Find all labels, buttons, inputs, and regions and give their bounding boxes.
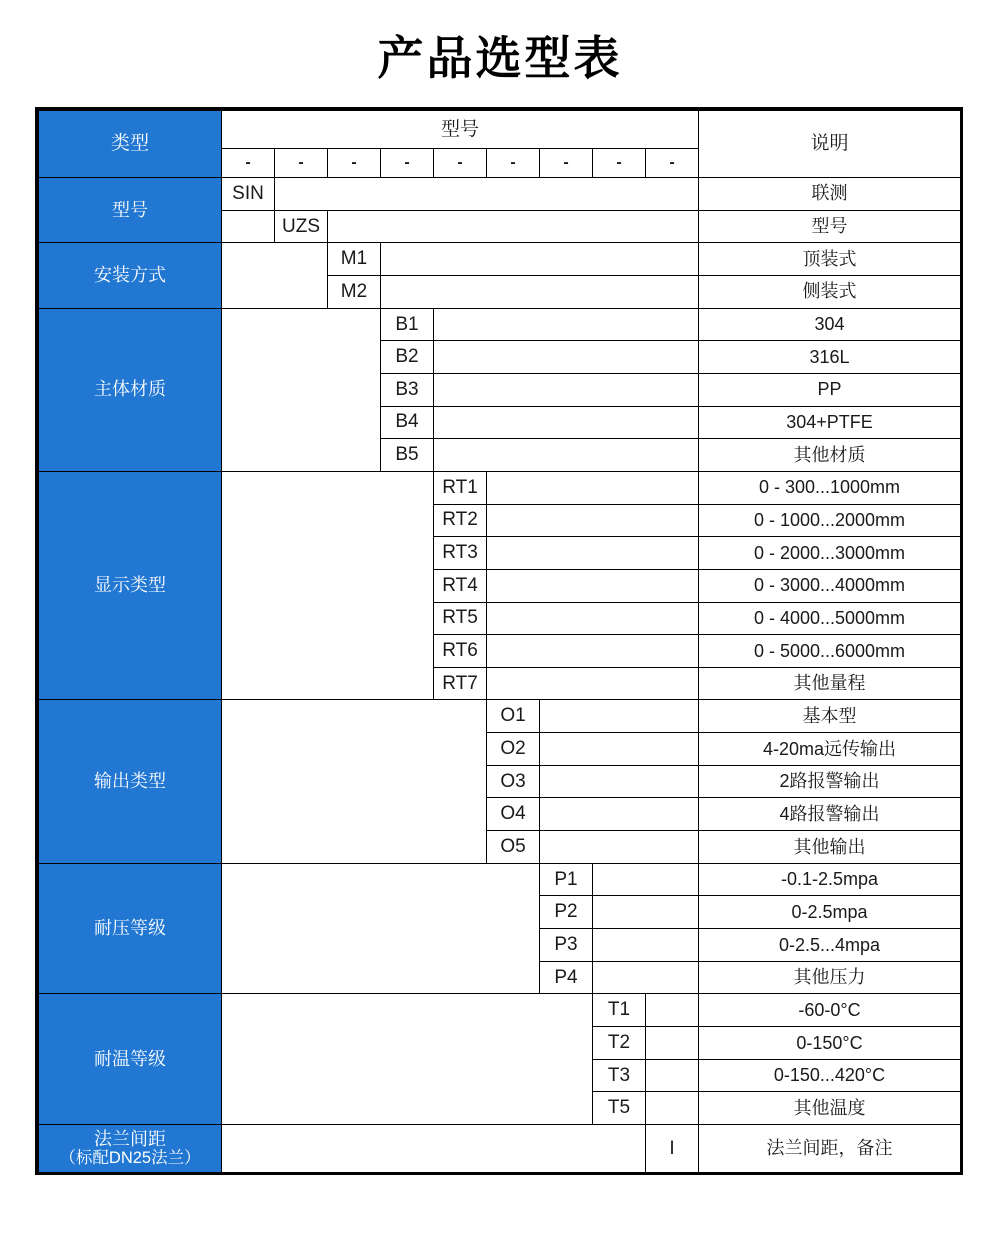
header-description-cell <box>698 110 960 177</box>
model-code-cell-text: P4 <box>554 966 578 988</box>
description-cell <box>698 275 960 308</box>
model-code-cell <box>592 1026 645 1059</box>
model-code-cell-text: O4 <box>500 803 526 825</box>
description-cell-text: PP <box>817 379 842 400</box>
model-code-cell-text: T5 <box>607 1097 631 1119</box>
description-cell-text: 2路报警输出 <box>779 771 880 792</box>
empty-cell <box>433 373 698 406</box>
model-code-cell-text: I <box>669 1137 675 1159</box>
empty-cell <box>486 471 698 504</box>
category-cell-text: 耐压等级 <box>94 918 166 939</box>
empty-cell <box>221 863 539 994</box>
empty-cell <box>592 961 698 994</box>
description-cell-text: 其他温度 <box>793 1097 866 1118</box>
category-cell-text: 输出类型 <box>94 771 166 792</box>
description-cell-text: 0 - 5000...6000mm <box>753 640 906 661</box>
model-code-cell <box>539 928 592 961</box>
empty-cell <box>539 797 698 830</box>
model-code-cell-text: M2 <box>340 280 368 302</box>
model-code-cell-text: RT4 <box>442 574 478 596</box>
dash-cell <box>221 148 274 177</box>
description-cell <box>698 1124 960 1172</box>
model-code-cell <box>539 863 592 896</box>
page-title: 产品选型表 <box>377 32 623 84</box>
model-code-cell-text: SIN <box>232 182 264 204</box>
model-code-cell <box>539 895 592 928</box>
description-cell <box>698 602 960 635</box>
empty-cell <box>221 210 274 243</box>
description-cell-text: -60-0°C <box>798 999 861 1020</box>
dash-cell-text: - <box>351 153 357 171</box>
description-cell-text: 0-2.5...4mpa <box>778 934 881 955</box>
model-code-cell-text: RT6 <box>442 640 478 662</box>
description-cell <box>698 210 960 243</box>
empty-cell <box>380 275 698 308</box>
description-cell-text: 0 - 1000...2000mm <box>753 510 906 531</box>
category-cell <box>38 308 221 471</box>
empty-cell <box>380 242 698 275</box>
model-code-cell <box>486 732 539 765</box>
description-cell-text: 316L <box>809 346 850 367</box>
model-code-cell-text: B3 <box>395 378 419 400</box>
description-cell <box>698 242 960 275</box>
description-cell <box>698 438 960 471</box>
model-code-cell <box>380 373 433 406</box>
description-cell <box>698 1059 960 1092</box>
description-cell-text: 法兰间距，备注 <box>766 1138 893 1159</box>
model-code-cell-text: O1 <box>500 705 526 727</box>
description-cell <box>698 732 960 765</box>
model-code-cell-text: P3 <box>554 933 578 955</box>
model-code-cell <box>380 406 433 439</box>
empty-cell <box>221 1124 645 1172</box>
model-code-cell-text: B1 <box>395 313 419 335</box>
description-cell-text: 4-20ma远传输出 <box>762 738 897 759</box>
model-code-cell-text: RT5 <box>442 607 478 629</box>
description-cell <box>698 699 960 732</box>
dash-cell <box>380 148 433 177</box>
description-cell-text: 其他量程 <box>793 673 866 694</box>
model-code-cell <box>433 634 486 667</box>
model-code-cell <box>433 569 486 602</box>
model-code-cell-text: O5 <box>500 836 526 857</box>
empty-cell <box>645 1059 698 1092</box>
model-code-cell <box>327 242 380 275</box>
empty-cell <box>221 242 327 307</box>
empty-cell <box>433 406 698 439</box>
model-code-cell <box>433 667 486 700</box>
model-code-cell-text: T2 <box>607 1031 631 1053</box>
description-cell <box>698 830 960 863</box>
empty-cell <box>221 471 433 700</box>
empty-cell <box>645 993 698 1026</box>
model-code-cell-text: UZS <box>282 215 320 237</box>
description-cell-text: 0 - 4000...5000mm <box>753 608 906 628</box>
empty-cell <box>486 634 698 667</box>
description-cell-text: 0 - 300...1000mm <box>758 477 901 498</box>
dash-cell-text: - <box>563 153 569 171</box>
model-code-cell-text: RT2 <box>442 509 478 531</box>
category-cell <box>38 471 221 700</box>
description-cell-text: 侧装式 <box>802 281 857 302</box>
header-category-label: 类型 <box>110 133 149 155</box>
empty-cell <box>539 765 698 798</box>
dash-cell <box>592 148 645 177</box>
description-cell <box>698 634 960 667</box>
dash-cell <box>327 148 380 177</box>
dash-cell <box>486 148 539 177</box>
model-code-cell <box>592 1091 645 1124</box>
model-code-cell <box>380 308 433 341</box>
empty-cell <box>221 699 486 862</box>
empty-cell <box>486 536 698 569</box>
dash-cell-text: - <box>510 153 516 171</box>
model-code-cell-text: B5 <box>395 444 419 466</box>
description-cell <box>698 863 960 896</box>
empty-cell <box>433 308 698 341</box>
header-model-no-label: 型号 <box>440 118 479 140</box>
model-code-cell <box>645 1124 698 1172</box>
description-cell <box>698 373 960 406</box>
description-cell-text: 顶装式 <box>802 248 857 269</box>
category-cell <box>38 993 221 1124</box>
description-cell-text: -0.1-2.5mpa <box>780 869 879 890</box>
model-code-cell <box>539 961 592 994</box>
description-cell <box>698 536 960 569</box>
description-cell-text: 其他压力 <box>793 967 866 988</box>
description-cell <box>698 1091 960 1124</box>
model-code-cell <box>433 504 486 537</box>
model-code-cell <box>486 797 539 830</box>
description-cell <box>698 1026 960 1059</box>
dash-cell-text: - <box>245 153 251 171</box>
empty-cell <box>539 830 698 863</box>
model-code-cell-text: RT3 <box>442 542 478 564</box>
dash-cell <box>433 148 486 177</box>
description-cell-text: 其他材质 <box>793 444 866 465</box>
empty-cell <box>592 928 698 961</box>
model-code-cell-text: O2 <box>500 738 526 760</box>
empty-cell <box>645 1091 698 1124</box>
dash-cell-text: - <box>457 153 463 171</box>
category-cell-text: 安装方式 <box>94 265 166 286</box>
description-cell <box>698 308 960 341</box>
empty-cell <box>433 340 698 373</box>
dash-cell <box>274 148 327 177</box>
description-cell-text: 联测 <box>811 183 848 204</box>
header-category-cell <box>38 110 221 177</box>
description-cell-text: 0 - 2000...3000mm <box>753 542 906 563</box>
model-code-cell <box>274 210 327 243</box>
header-model-no-cell <box>221 110 698 148</box>
empty-cell <box>486 667 698 700</box>
model-code-cell-text: M1 <box>340 248 368 270</box>
model-code-cell-text: RT1 <box>442 476 478 498</box>
model-code-cell <box>592 993 645 1026</box>
model-code-cell <box>486 699 539 732</box>
description-cell <box>698 765 960 798</box>
empty-cell <box>592 863 698 896</box>
description-cell-text: 0-150...420°C <box>773 1065 886 1086</box>
model-code-cell-text: O3 <box>500 770 526 792</box>
model-code-cell-text: B2 <box>395 346 419 368</box>
model-code-cell-text: B4 <box>395 411 419 433</box>
dash-cell-text: - <box>298 153 304 171</box>
description-cell <box>698 340 960 373</box>
model-code-cell <box>486 765 539 798</box>
description-cell-text: 其他输出 <box>793 836 866 857</box>
description-cell-text: 基本型 <box>802 705 857 726</box>
description-cell-text: 0-150°C <box>796 1032 863 1053</box>
empty-cell <box>221 308 380 471</box>
dash-cell <box>539 148 592 177</box>
description-cell <box>698 667 960 700</box>
empty-cell <box>221 993 592 1124</box>
category-cell-text: 法兰间距 <box>94 1128 166 1149</box>
empty-cell <box>486 569 698 602</box>
model-code-cell-text: T3 <box>607 1064 631 1086</box>
empty-cell <box>274 177 698 210</box>
description-cell-text: 4路报警输出 <box>779 803 880 824</box>
model-code-cell-text: P1 <box>554 868 578 890</box>
category-cell-text: 型号 <box>112 199 148 220</box>
category-cell <box>38 177 221 242</box>
category-cell <box>38 242 221 307</box>
description-cell <box>698 895 960 928</box>
description-cell <box>698 177 960 210</box>
model-code-cell <box>221 177 274 210</box>
model-code-cell <box>486 830 539 863</box>
model-code-cell <box>433 536 486 569</box>
model-code-cell <box>327 275 380 308</box>
empty-cell <box>486 504 698 537</box>
category-cell-text: 耐温等级 <box>94 1048 166 1069</box>
dash-cell-text: - <box>404 153 410 171</box>
header-description-label: 说明 <box>810 133 849 155</box>
description-cell-text: 0-2.5mpa <box>791 901 868 922</box>
empty-cell <box>645 1026 698 1059</box>
dash-cell-text: - <box>669 153 675 171</box>
empty-cell <box>539 732 698 765</box>
model-code-cell <box>380 438 433 471</box>
description-cell <box>698 471 960 504</box>
description-cell-text: 304+PTFE <box>786 412 873 433</box>
selection-table <box>35 107 963 1175</box>
model-code-cell <box>433 602 486 635</box>
description-cell <box>698 406 960 439</box>
category-cell-subtext: （标配DN25法兰） <box>59 1149 201 1168</box>
description-cell <box>698 928 960 961</box>
model-code-cell-text: P2 <box>554 901 578 923</box>
empty-cell <box>486 602 698 635</box>
category-cell <box>38 863 221 994</box>
category-cell <box>38 1124 221 1172</box>
description-cell <box>698 504 960 537</box>
empty-cell <box>327 210 698 243</box>
description-cell-text: 型号 <box>811 216 848 237</box>
empty-cell <box>592 895 698 928</box>
description-cell-text: 0 - 3000...4000mm <box>753 575 906 596</box>
description-cell <box>698 993 960 1026</box>
description-cell-text: 304 <box>814 314 845 335</box>
category-cell <box>38 699 221 862</box>
model-code-cell <box>380 340 433 373</box>
model-code-cell <box>433 471 486 504</box>
description-cell <box>698 797 960 830</box>
empty-cell <box>433 438 698 471</box>
dash-cell-text: - <box>616 153 622 171</box>
model-code-cell-text: RT7 <box>442 672 478 694</box>
dash-cell <box>645 148 698 177</box>
model-code-cell <box>592 1059 645 1092</box>
model-code-cell-text: T1 <box>607 999 631 1021</box>
empty-cell <box>539 699 698 732</box>
description-cell <box>698 569 960 602</box>
description-cell <box>698 961 960 994</box>
category-cell-text: 显示类型 <box>94 575 166 596</box>
category-cell-text: 主体材质 <box>94 379 166 400</box>
